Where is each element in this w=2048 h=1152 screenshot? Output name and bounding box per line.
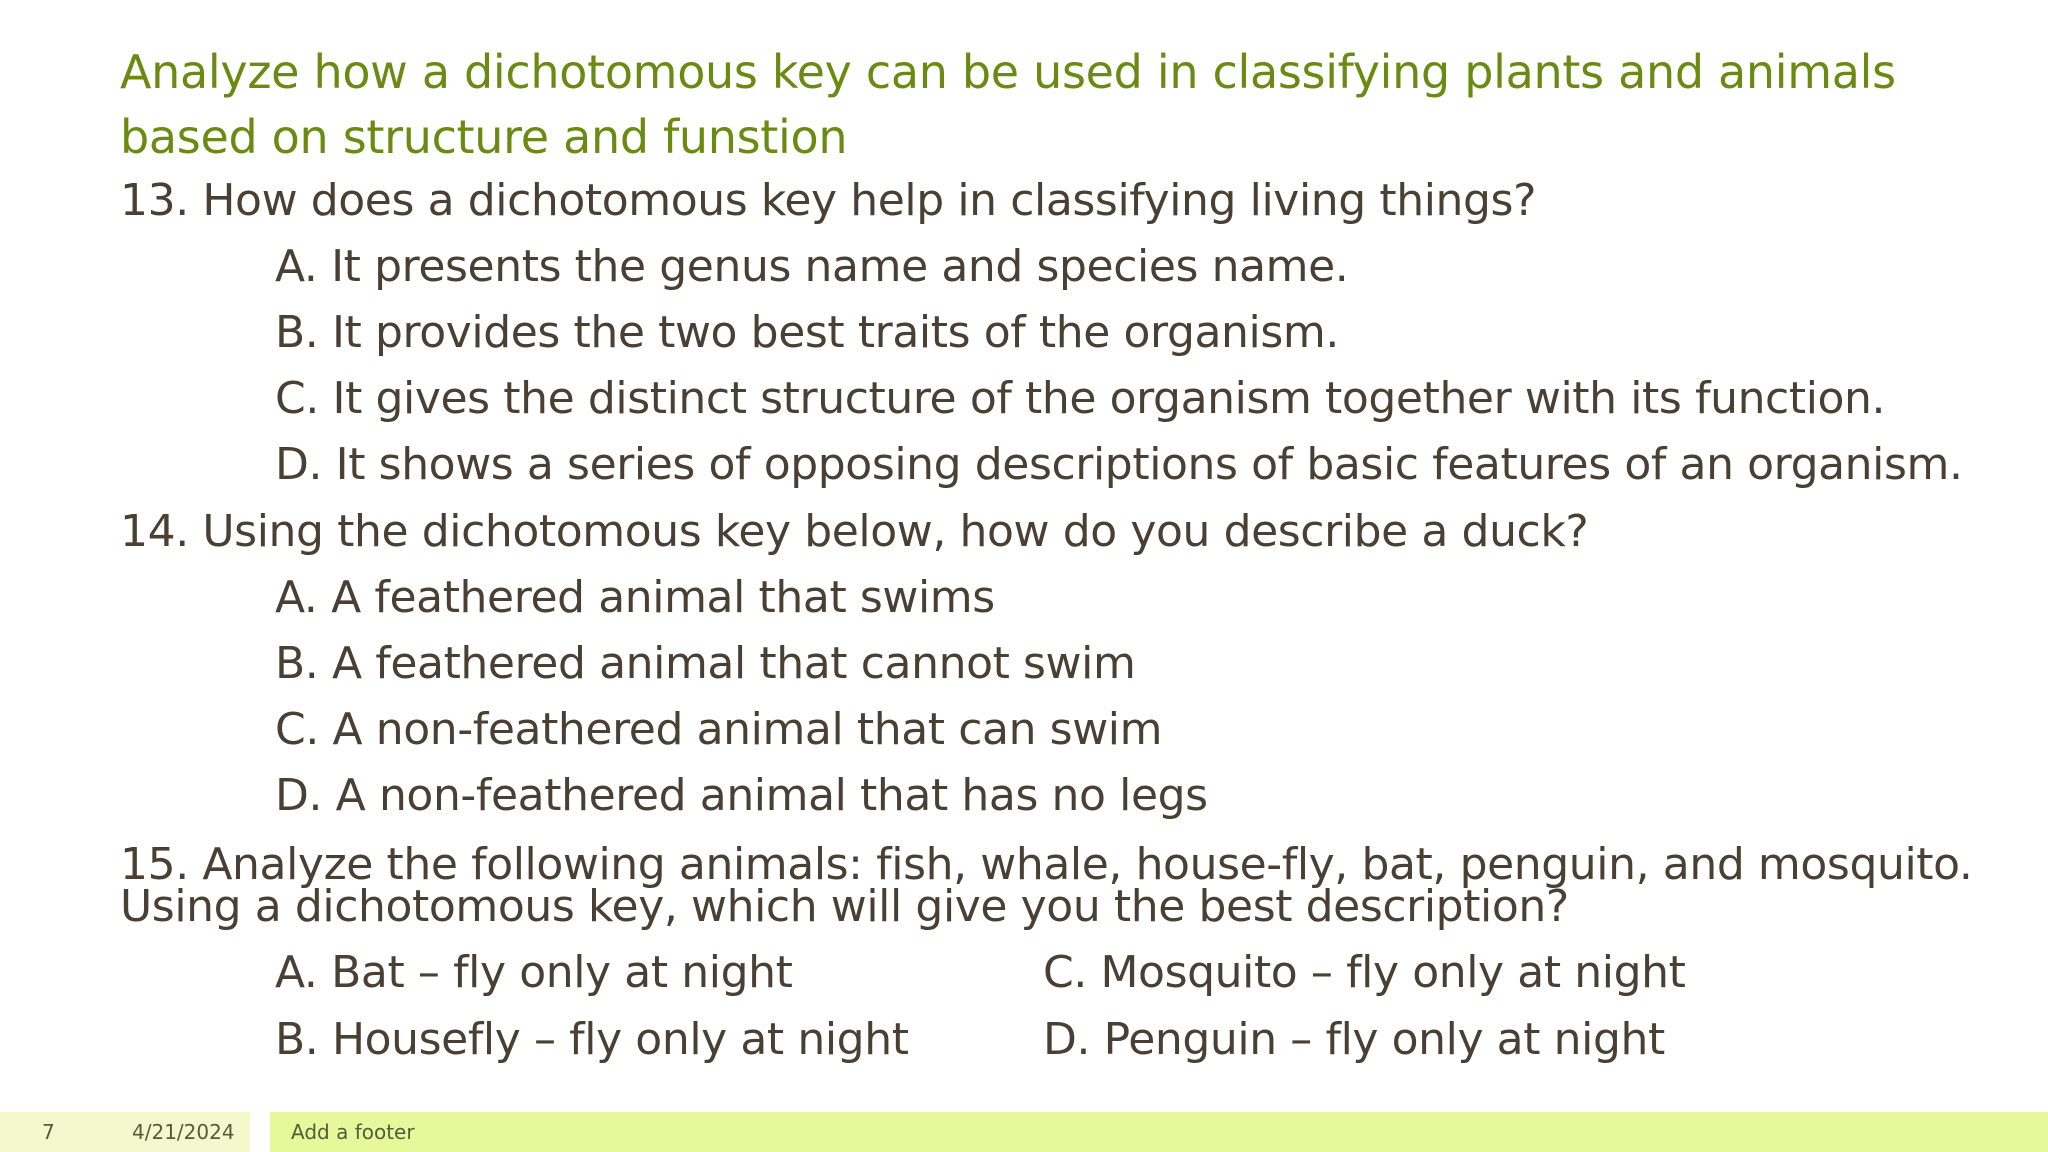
question-13-option-b: B. It provides the two best traits of the organism.: [275, 307, 1339, 358]
question-13-option-a: A. It presents the genus name and species name.: [275, 241, 1349, 292]
footer-text: Add a footer: [291, 1120, 415, 1144]
footer-bar: [270, 1112, 2048, 1152]
question-15-option-b: B. Housefly – fly only at night: [275, 1014, 909, 1065]
question-13-option-d: D. It shows a series of opposing descriptions of basic features of an organism.: [275, 439, 1963, 490]
question-13: 13. How does a dichotomous key help in classifying living things?: [120, 175, 1537, 226]
question-14-option-a: A. A feathered animal that swims: [275, 572, 995, 623]
question-15-line-2: Using a dichotomous key, which will give you the best description?: [120, 881, 1569, 932]
question-14-option-b: B. A feathered animal that cannot swim: [275, 638, 1136, 689]
question-15-option-a: A. Bat – fly only at night: [275, 947, 793, 998]
question-14: 14. Using the dichotomous key below, how do you describe a duck?: [120, 506, 1589, 557]
slide-title: Analyze how a dichotomous key can be used in classifying plants and animals based on structure and funstion: [120, 45, 1896, 164]
question-15-option-d: D. Penguin – fly only at night: [1043, 1014, 1665, 1065]
question-15-line-1: 15. Analyze the following animals: fish, whale, house-fly, bat, penguin, and mosquito.: [120, 839, 1973, 890]
question-15-option-c: C. Mosquito – fly only at night: [1043, 947, 1686, 998]
question-14-option-c: C. A non-feathered animal that can swim: [275, 704, 1163, 755]
slide-number: 7: [42, 1120, 55, 1144]
question-14-option-d: D. A non-feathered animal that has no legs: [275, 770, 1208, 821]
question-13-option-c: C. It gives the distinct structure of the organism together with its function.: [275, 373, 1886, 424]
footer-date: 4/21/2024: [132, 1120, 235, 1144]
